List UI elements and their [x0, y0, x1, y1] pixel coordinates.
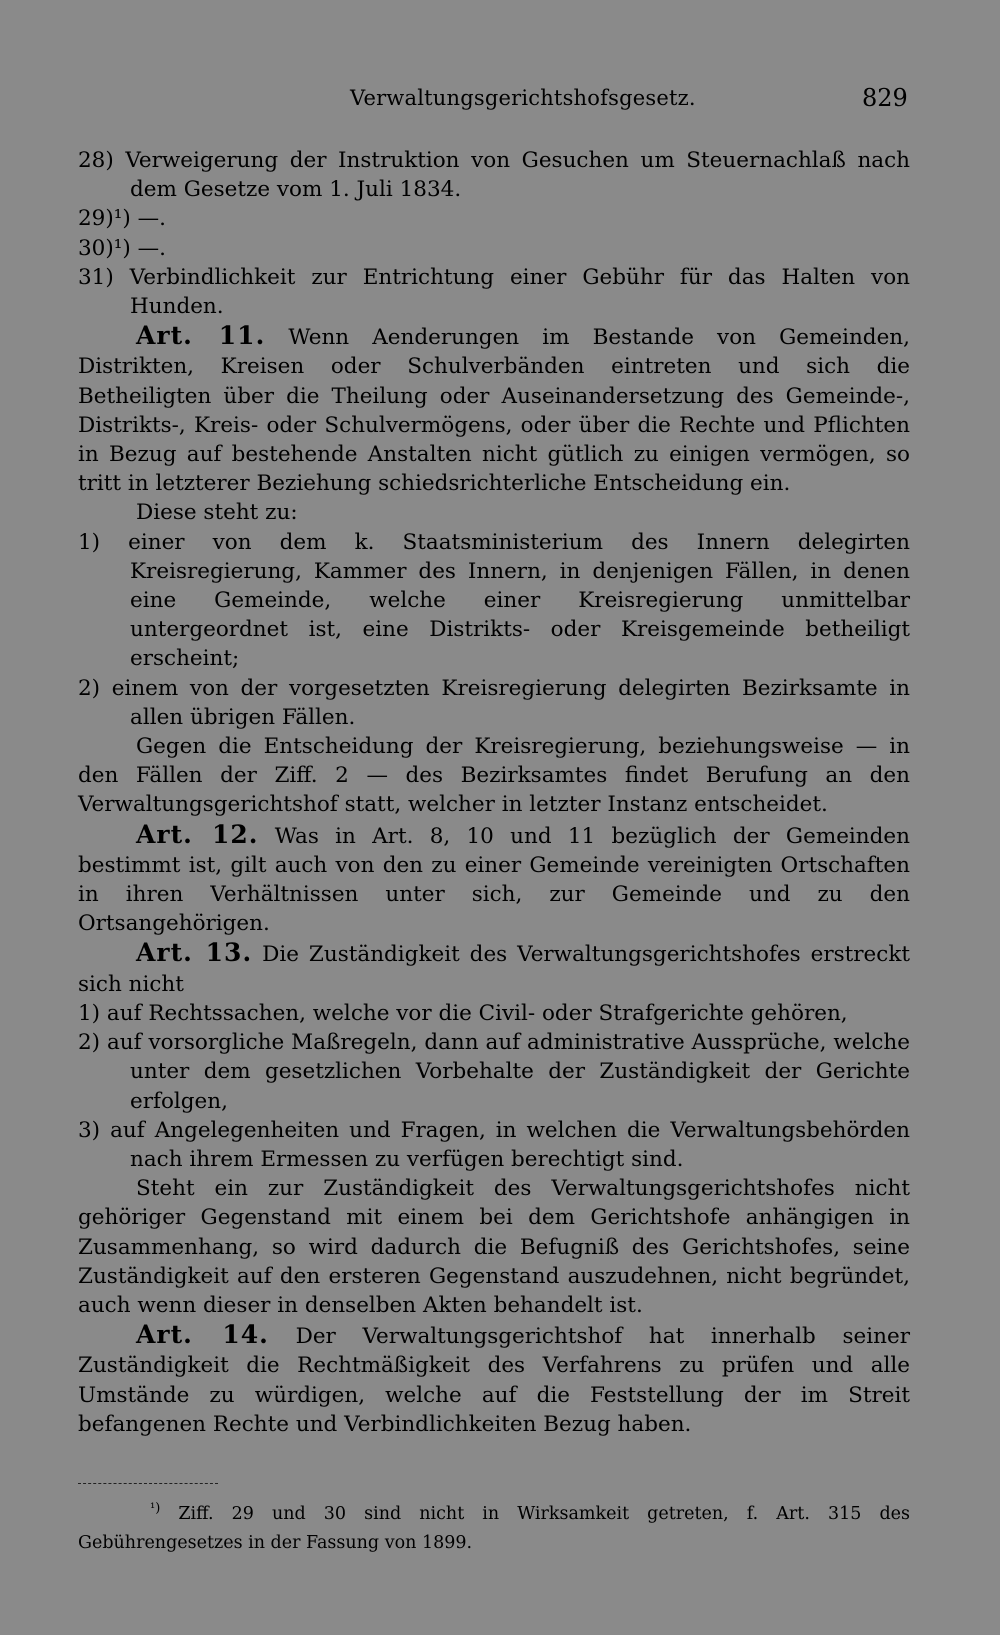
article-13-heading: Art. 13. — [136, 938, 253, 968]
article-11-closing: Gegen die Entscheidung der Kreisregierung, beziehungsweise — in den Fällen der Ziff. 2 — des Bezirksamtes findet Berufung an den Verwaltungsgerichtshof statt, welcher in letzter Instanz entscheidet. — [78, 734, 910, 818]
list-item-31: 31) Verbindlichkeit zur Entrichtung einer Gebühr für das Halten von Hunden. — [78, 264, 910, 320]
article-13-closing: Steht ein zur Zuständigkeit des Verwaltungsgerichtshofes nicht gehöriger Gegenstand mit einem bei dem Gerichtshofe anhängigen in Zusammenhang, so wird dadurch die Befugniß des Gerichtshofes, seine Zuständigkeit auf den ersteren Gegenstand auszudehnen, nicht begründet, auch wenn dieser in denselben Akten behandelt ist. — [78, 1176, 910, 1318]
article-14-heading: Art. 14. — [136, 1320, 269, 1350]
article-13-text: Die Zuständigkeit des Verwaltungsgerichtshofes erstreckt sich nicht — [78, 942, 910, 997]
page-body — [78, 146, 910, 1439]
article-14-paragraph — [78, 1320, 910, 1439]
article-12-text: Was in Art. 8, 10 und 11 bezüglich der Gemeinden bestimmt ist, gilt auch von den zu einer Gemeinde vereinigten Ortschaften in ihren Verhältnissen unter sich, zur Gemeinde und zu den Ortsangehörigen. — [78, 823, 910, 937]
list-item-28: 28) Verweigerung der Instruktion von Gesuchen um Steuernachlaß nach dem Gesetze vom 1. Juli 1834. — [78, 148, 910, 203]
article-12-heading: Art. 12. — [136, 819, 259, 849]
footnote-divider — [78, 1483, 218, 1484]
footnote-marker: ¹) — [150, 1501, 161, 1516]
footnote — [78, 1494, 910, 1558]
list-item-30: 30)¹) —. — [78, 235, 166, 261]
footnote-text: Ziff. 29 und 30 sind nicht in Wirksamkeit getreten, f. Art. 315 des Gebührengesetzes in der Fassung von 1899. — [78, 1503, 910, 1553]
article-11-paragraph — [78, 321, 910, 498]
article-13-item-2: 2) auf vorsorgliche Maßregeln, dann auf administrative Aussprüche, welche unter dem gesetzlichen Vorbehalte der Zuständigkeit der Gerichte erfolgen, — [78, 1030, 910, 1114]
list-item-29: 29)¹) —. — [78, 206, 166, 232]
article-13-item-1: 1) auf Rechtssachen, welche vor die Civil- oder Strafgerichte gehören, — [78, 1000, 848, 1026]
article-11-intro: Diese steht zu: — [136, 500, 298, 526]
article-11-item-2: 2) einem von der vorgesetzten Kreisregierung delegirten Bezirksamte in allen übrigen Fällen. — [78, 675, 910, 730]
article-12-paragraph — [78, 820, 910, 939]
article-11-text: Wenn Aenderungen im Bestande von Gemeinden, Distrikten, Kreisen oder Schulverbänden eintreten und sich die Betheiligten über die Theilung oder Auseinandersetzung des Gemeinde-, Distrikts-, Kreis- oder Schulvermögens, oder über die Rechte und Pflichten in Bezug auf bestehende Anstalten nicht gütlich zu einigen vermögen, so tritt in letzterer Beziehung schiedsrichterliche Entscheidung ein. — [78, 325, 910, 497]
article-14-text: Der Verwaltungsgerichtshof hat innerhalb seiner Zuständigkeit die Rechtmäßigkeit des Verfahrens zu prüfen und alle Umstände zu würdigen, welche auf die Feststellung der im Streit befangenen Rechte und Verbindlichkeiten Bezug haben. — [78, 1324, 910, 1437]
running-header: Verwaltungsgerichtshofsgesetz. — [350, 86, 696, 110]
article-11-heading: Art. 11. — [136, 321, 266, 351]
article-13-item-3: 3) auf Angelegenheiten und Fragen, in welchen die Verwaltungsbehörden nach ihrem Ermessen zu verfügen berechtigt sind. — [78, 1117, 910, 1172]
article-13-paragraph — [78, 938, 910, 998]
page-number: 829 — [862, 84, 908, 112]
article-11-item-1: 1) einer von dem k. Staatsministerium des Innern delegirten Kreisregierung, Kammer des Innern, in denjenigen Fällen, in denen eine Gemeinde, welche einer Kreisregierung unmittelbar untergeordnet ist, eine Distrikts- oder Kreisgemeinde betheiligt erscheint; — [78, 529, 910, 672]
